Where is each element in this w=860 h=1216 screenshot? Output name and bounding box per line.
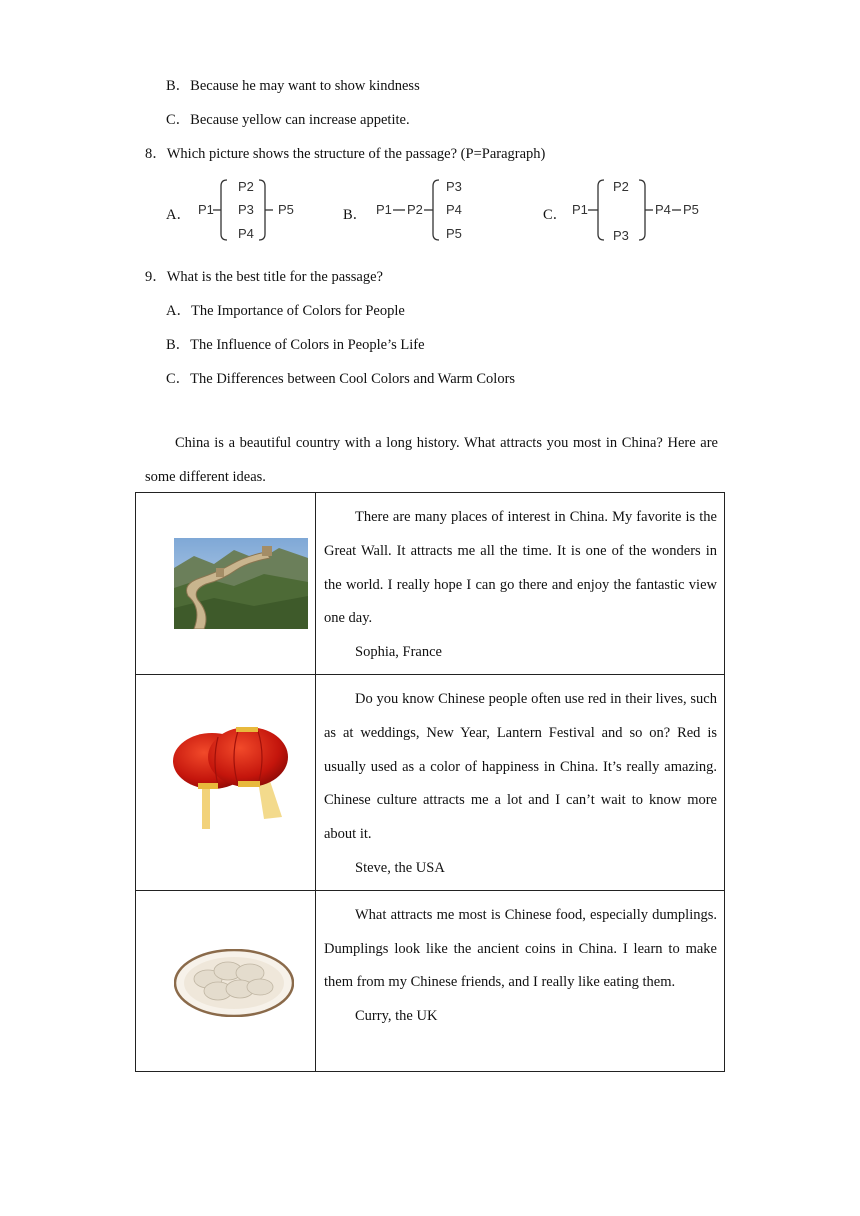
a-p3: P3 [238, 202, 254, 217]
text-cell [316, 675, 725, 891]
option-9b: B．The Influence of Colors in People’s Life [166, 337, 425, 353]
c-p2: P2 [613, 179, 629, 194]
structure-b-label: B． [343, 207, 368, 223]
idea-text: There are many places of interest in China. My favorite is the Great Wall. It attracts me all the time. It is one of the wonders in the world. I really hope I can go there and enjoy the fantastic view one day. [324, 509, 717, 627]
idea-author: Curry, the UK [355, 1008, 438, 1025]
image-cell [136, 493, 316, 675]
option-9c: C．The Differences between Cool Colors and Warm Colors [166, 371, 516, 387]
c-p4: P4 [655, 202, 671, 217]
idea-text: What attracts me most is Chinese food, especially dumplings. Dumplings look like the ancient coins in China. I learn to make them from my Chinese friends, and I really like eating them. [324, 906, 717, 991]
a-p5: P5 [278, 202, 294, 217]
structure-a-diagram [166, 172, 306, 244]
structure-b-diagram [343, 172, 483, 244]
dumplings-photo [174, 949, 294, 1017]
text-cell [316, 890, 725, 1071]
table-row [136, 675, 725, 891]
structure-option-b [343, 172, 483, 244]
c-p3: P3 [613, 228, 629, 243]
b-p3: P3 [446, 179, 462, 194]
red-lanterns-photo [172, 727, 296, 831]
structure-c-label: C． [543, 207, 568, 223]
text-cell [316, 493, 725, 675]
ideas-table [135, 492, 725, 1072]
image-cell [136, 890, 316, 1071]
table-row [136, 493, 725, 675]
option-7b: B．Because he may want to show kindness [166, 78, 420, 94]
great-wall-photo [174, 538, 308, 629]
c-p5: P5 [683, 202, 699, 217]
idea-text: Do you know Chinese people often use red in their lives, such as at weddings, New Year, Lantern Festival and so on? Red is usually used as a color of happiness in China. It’s really amazing. Chinese culture attracts me a lot and I can’t wait to know more about it. [324, 691, 717, 843]
question-8-stem: 8．Which picture shows the structure of the passage? (P=Paragraph) [145, 146, 546, 162]
option-9a: A．The Importance of Colors for People [166, 303, 405, 319]
a-p2: P2 [238, 179, 254, 194]
idea-author: Sophia, France [355, 644, 442, 661]
structure-a-label: A． [166, 207, 191, 223]
b-p2: P2 [407, 202, 423, 217]
structure-option-a [166, 172, 306, 244]
idea-author: Steve, the USA [355, 859, 445, 876]
structure-option-c [543, 172, 713, 244]
question-9-stem: 9．What is the best title for the passage? [145, 269, 383, 285]
b-p4: P4 [446, 202, 462, 217]
b-p1: P1 [376, 202, 392, 217]
option-7c: C．Because yellow can increase appetite. [166, 112, 410, 128]
structure-c-diagram [543, 172, 713, 244]
c-p1: P1 [572, 202, 588, 217]
passage-intro: China is a beautiful country with a long history. What attracts you most in China? Here are some different ideas. [145, 435, 718, 485]
table-row [136, 890, 725, 1071]
a-p4: P4 [238, 226, 254, 241]
image-cell [136, 675, 316, 891]
b-p5: P5 [446, 226, 462, 241]
a-p1: P1 [198, 202, 214, 217]
